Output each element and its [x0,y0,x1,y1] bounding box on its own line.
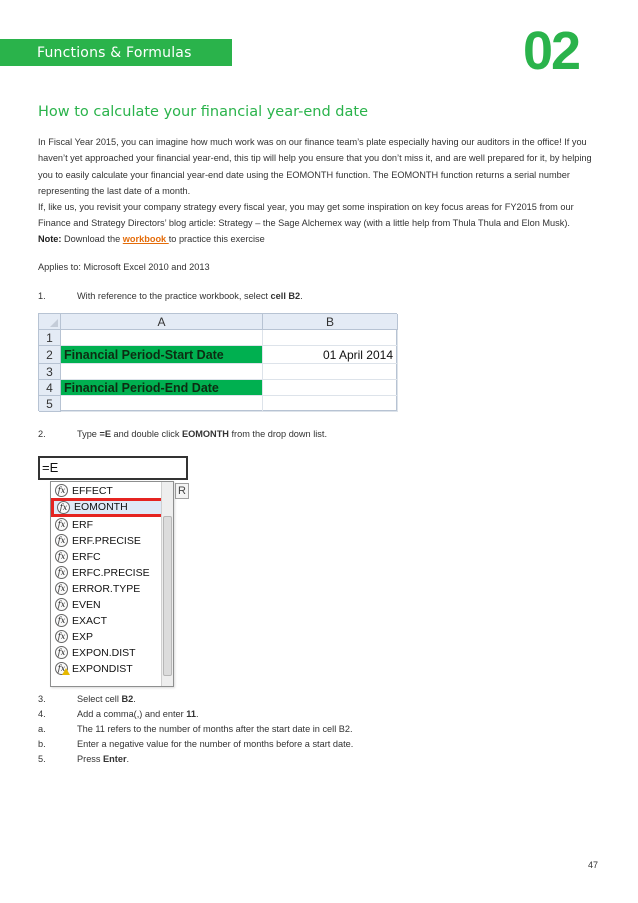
section-label: Functions & Formulas [37,45,192,61]
select-all-corner[interactable] [39,314,61,330]
dropdown-item-selected[interactable]: fx EOMONTH [51,498,172,517]
formula-autocomplete [38,456,190,688]
dropdown-item[interactable]: fx EXPONDIST [53,661,161,677]
cell-b4[interactable] [263,380,398,396]
warning-icon [62,668,70,675]
function-icon: fx [55,566,68,579]
column-header-b[interactable]: B [263,314,398,330]
formula-input[interactable]: =E [38,456,188,480]
side-hint: R [175,483,189,499]
intro-paragraph: In Fiscal Year 2015, you can imagine how much work was on our finance team’s plate especially having our auditors in the office! If you haven’t yet approached your financial year-end, this tip will help you ensure that you don’t miss it, and are well prepared for it, by helping you to easily calculate your financial year-end date using the EOMONTH function. The EOMONTH function returns a serial number representing the last date of a month. [38,137,592,196]
dropdown-item[interactable]: fx EXACT [53,613,161,629]
cell-a3[interactable] [61,364,263,380]
applies-to: Applies to: Microsoft Excel 2010 and 2013 [38,262,210,272]
step-text: Type =E and double click EOMONTH from the drop down list. [77,429,327,439]
dropdown-item[interactable]: fx EVEN [53,597,161,613]
spreadsheet-grid [38,313,397,411]
article-title: How to calculate your financial year-end date [38,104,368,120]
row-header-5[interactable]: 5 [39,396,61,412]
step-text: Press Enter. [77,754,130,764]
dropdown-item[interactable]: fx ERFC.PRECISE [53,565,161,581]
row-header-4[interactable]: 4 [39,380,61,396]
row-header-1[interactable]: 1 [39,330,61,346]
note-label: Note: [38,234,62,244]
section-banner [0,39,232,66]
cell-a2[interactable]: Financial Period-Start Date [61,346,263,364]
function-icon: fx [55,598,68,611]
cell-a4[interactable]: Financial Period-End Date [61,380,263,396]
step-number: 4. [38,709,46,719]
step-text: Enter a negative value for the number of months before a start date. [77,739,354,749]
step-text: Add a comma(,) and enter 11. [77,709,199,719]
function-icon: fx [55,518,68,531]
step-number: 5. [38,754,46,764]
step-text: With reference to the practice workbook, select cell B2. [77,291,303,301]
strategy-paragraph: If, like us, you revisit your company strategy every fiscal year, you may get some inspiration on key focus areas for FY2015 from our Finance and Strategy Directors’ blog article: Strategy – the Sage Alchemex way (with a little help from Thula Thula and Elon Musk). [38,202,574,229]
chapter-number: 02 [523,21,580,81]
scrollbar-thumb[interactable] [163,516,172,676]
function-icon: fx [55,614,68,627]
step-number: 1. [38,291,46,301]
workbook-link[interactable]: workbook [122,234,169,244]
dropdown-item[interactable]: fx ERROR.TYPE [53,581,161,597]
function-icon: fx [55,582,68,595]
function-icon: fx [57,501,70,514]
cell-a1[interactable] [61,330,263,346]
note-post-text: to practice this exercise [168,234,265,244]
step-number: 3. [38,694,46,704]
dropdown-item[interactable]: fx ERFC [53,549,161,565]
function-dropdown[interactable] [50,481,174,687]
step-text: Select cell B2. [77,694,136,704]
note-pre-text: Download the [61,234,123,244]
step-number: b. [38,739,46,749]
function-icon: fx [55,550,68,563]
cell-b3[interactable] [263,364,398,380]
function-icon: fx [55,484,68,497]
function-icon: fx [55,630,68,643]
note-line [38,234,265,244]
cell-b1[interactable] [263,330,398,346]
function-icon: fx [55,534,68,547]
function-icon: fx [55,646,68,659]
dropdown-item[interactable]: fx ERF [53,517,161,533]
dropdown-scrollbar[interactable] [161,482,173,686]
row-header-2[interactable]: 2 [39,346,61,364]
row-header-3[interactable]: 3 [39,364,61,380]
dropdown-item[interactable]: fx EXP [53,629,161,645]
function-icon: fx [55,662,68,675]
dropdown-item[interactable]: fx ERF.PRECISE [53,533,161,549]
column-header-a[interactable]: A [61,314,263,330]
step-number: 2. [38,429,46,439]
step-text: The 11 refers to the number of months after the start date in cell B2. [77,724,353,734]
step-number: a. [38,724,46,734]
dropdown-item[interactable]: fx EFFECT [53,483,161,499]
dropdown-item[interactable]: fx EXPON.DIST [53,645,161,661]
cell-b5[interactable] [263,396,398,412]
cell-a5[interactable] [61,396,263,412]
cell-b2[interactable]: 01 April 2014 [263,346,398,364]
page-number: 47 [588,860,599,870]
